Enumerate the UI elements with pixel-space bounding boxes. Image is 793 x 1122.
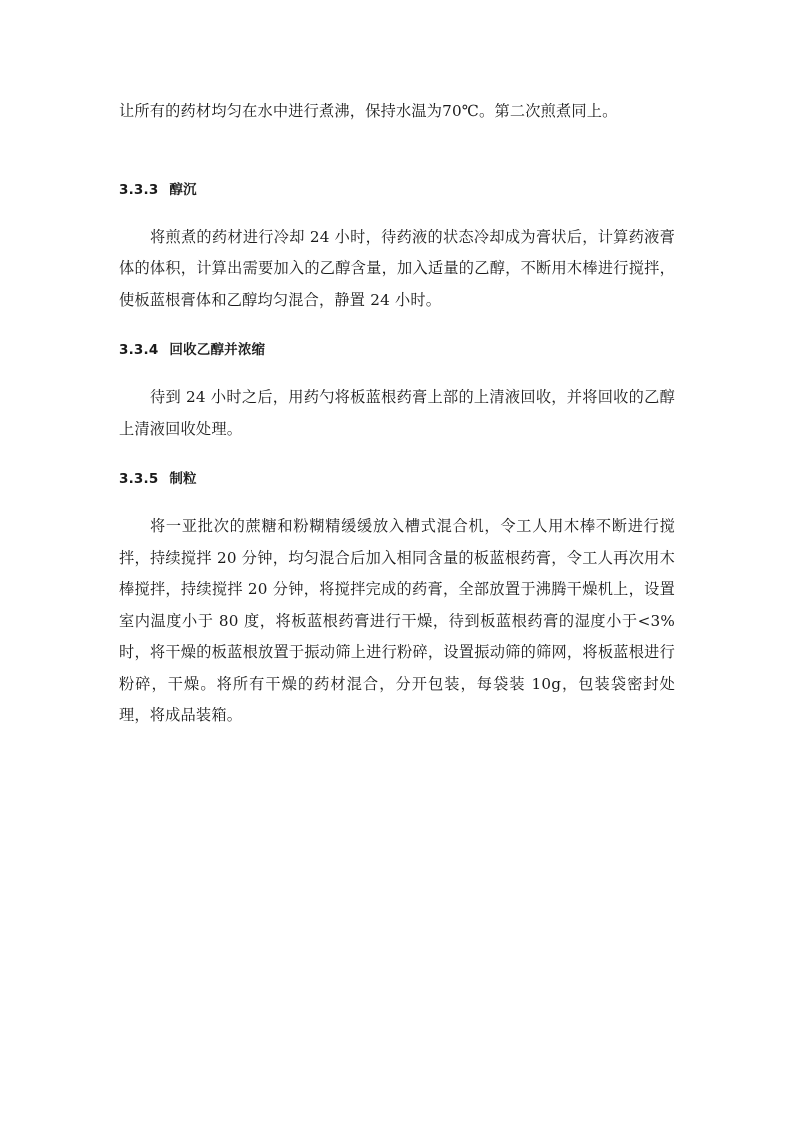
- section-body-3-3-4: 待到 24 小时之后，用药勺将板蓝根药膏上部的上清液回收，并将回收的乙醇上清液回收处理。: [119, 388, 675, 438]
- section-title: 醇沉: [169, 181, 197, 198]
- section-body-3-3-3: 将煎煮的药材进行冷却 24 小时，待药液的状态冷却成为膏状后，计算药液膏体的体积，计算出需要加入的乙醇含量，加入适量的乙醇，不断用木棒进行搅拌，使板蓝根膏体和乙醇均匀混合，静置 24 小时。: [119, 227, 675, 309]
- section-title: 回收乙醇并浓缩: [169, 342, 266, 358]
- section-heading-3-3-3: [119, 180, 675, 200]
- section-title: 制粒: [169, 471, 197, 487]
- section-heading-3-3-4: [119, 340, 675, 360]
- intro-paragraph: 让所有的药材均匀在水中进行煮沸，保持水温为70℃。第二次煎煮同上。: [119, 102, 618, 120]
- section-number: 3.3.3: [119, 181, 159, 198]
- document-content: [119, 96, 675, 732]
- section-number: 3.3.4: [119, 342, 159, 358]
- section-heading-3-3-5: [119, 469, 675, 489]
- section-number: 3.3.5: [119, 471, 159, 487]
- section-body-3-3-5: 将一亚批次的蔗糖和粉糊精缓缓放入槽式混合机，令工人用木棒不断进行搅拌，持续搅拌 20 分钟，均匀混合后加入相同含量的板蓝根药膏，令工人再次用木棒搅拌，持续搅拌 20 分钟，将搅拌完成的药膏，全部放置于沸腾干燥机上，设置室内温度小于 80 度，将板蓝根药膏进行干燥，待到板蓝根药膏的湿度小于<3%时，将干燥的板蓝根放置于振动筛上进行粉碎，设置振动筛的筛网，将板蓝根进行粉碎，干燥。将所有干燥的药材混合，分开包装，每袋装 10g，包装袋密封处理，将成品装箱。: [119, 517, 675, 724]
